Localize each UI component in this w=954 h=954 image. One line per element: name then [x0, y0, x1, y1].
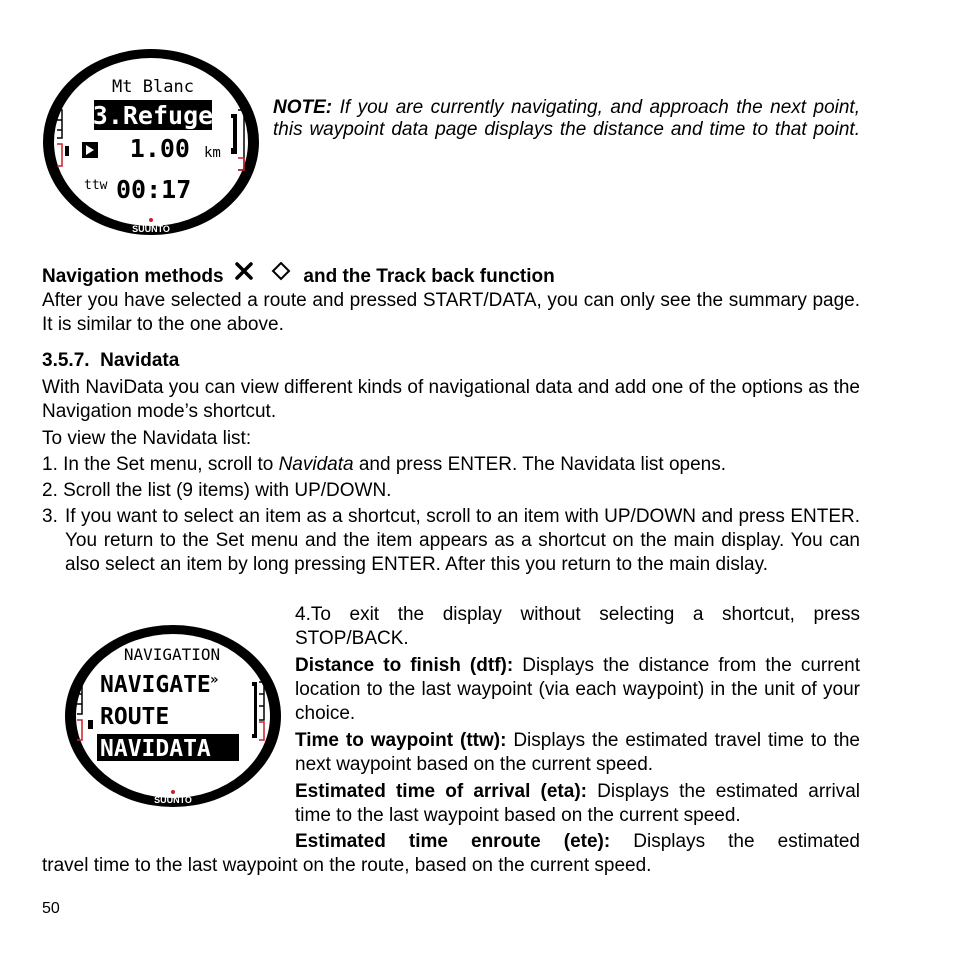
diamond-icon — [268, 262, 294, 284]
note-text: If you are currently navigating, and approach the next point, this waypoint data page displays the distance and time to that point. — [273, 97, 860, 140]
watch2-item-route: ROUTE — [100, 704, 170, 730]
step1-end: and press ENTER. The Navidata list opens. — [353, 454, 727, 475]
watch2-header: NAVIGATION — [123, 645, 221, 664]
nav-methods-heading-end: and the Track back function — [303, 266, 555, 287]
note-paragraph-line1 — [273, 97, 860, 141]
watch1-time: 00:17 — [116, 175, 192, 204]
navidata-step-4: 4.To exit the display without selecting a shortcut, press STOP/BACK. — [295, 604, 860, 649]
ete-text-line1: Displays the estimated — [610, 831, 860, 852]
step3-text: If you want to select an item as a shortcut, scroll to an item with UP/DOWN and press ENTER. You return to the Set menu and the item appears as a shortcut on the main display. You can also select an item by long pressing ENTER. After this you return to the main dislay. — [65, 506, 860, 575]
step1-start: 1. In the Set menu, scroll to — [42, 454, 279, 475]
def-dtf — [295, 654, 860, 726]
navidata-step-2: 2. Scroll the list (9 items) with UP/DOWN. — [42, 480, 392, 501]
ete-label: Estimated time enroute (ete): — [295, 831, 611, 852]
cross-icon — [233, 262, 255, 284]
chevron-right-icon: » — [210, 672, 219, 688]
navidata-heading: 3.5.7. Navidata — [42, 350, 180, 371]
def-ttw — [295, 729, 860, 777]
step1-emphasis: Navidata — [278, 454, 354, 475]
page-number: 50 — [42, 900, 60, 917]
watch-display-navigation-menu — [62, 622, 284, 814]
ttw-text: Displays the estimated travel time to the next waypoint based on the current speed. — [295, 730, 860, 775]
watch1-waypoint: 3.Refuge — [92, 101, 214, 130]
navidata-view-list: To view the Navidata list: — [42, 428, 252, 449]
navidata-intro: With NaviData you can view different kinds of navigational data and add one of the options as the Navigation mode’s shortcut. — [42, 377, 860, 422]
def-eta — [295, 780, 860, 828]
watch2-item-navidata: NAVIDATA — [100, 736, 211, 762]
waypoint-flag-icon — [82, 142, 98, 158]
watch-display-waypoint — [40, 46, 262, 242]
eta-label: Estimated time of arrival (eta): — [295, 781, 587, 802]
nav-methods-heading — [42, 262, 555, 289]
ete-text-line2: travel time to the last waypoint on the route, based on the current speed. — [42, 855, 652, 876]
watch1-distance: 1.00 — [129, 134, 190, 163]
navidata-step-1 — [42, 453, 860, 477]
dtf-label: Distance to finish (dtf): — [295, 655, 514, 676]
watch1-unit: km — [204, 145, 221, 161]
nav-methods-heading-start: Navigation methods — [42, 266, 224, 287]
ttw-label: Time to waypoint (ttw): — [295, 730, 507, 751]
def-ete — [295, 830, 860, 854]
note-label: NOTE: — [273, 97, 333, 118]
watch2-brand: SUUNTO — [154, 795, 192, 805]
watch1-brand: SUUNTO — [132, 224, 170, 234]
watch2-item-navigate: NAVIGATE — [100, 672, 211, 698]
eta-text: Displays the estimated arrival time to the last waypoint based on the current speed. — [295, 781, 860, 826]
step3-number: 3. — [42, 506, 58, 527]
watch1-header: Mt Blanc — [112, 77, 194, 97]
nav-methods-body: After you have selected a route and pressed START/DATA, you can only see the summary page. It is similar to the one above. — [42, 290, 860, 335]
watch1-ttw-label: ttw — [84, 178, 108, 193]
dtf-text: Displays the distance from the current location to the last waypoint (via each waypoint) in the unit of your choice. — [295, 655, 860, 724]
navidata-step-3 — [42, 505, 860, 577]
